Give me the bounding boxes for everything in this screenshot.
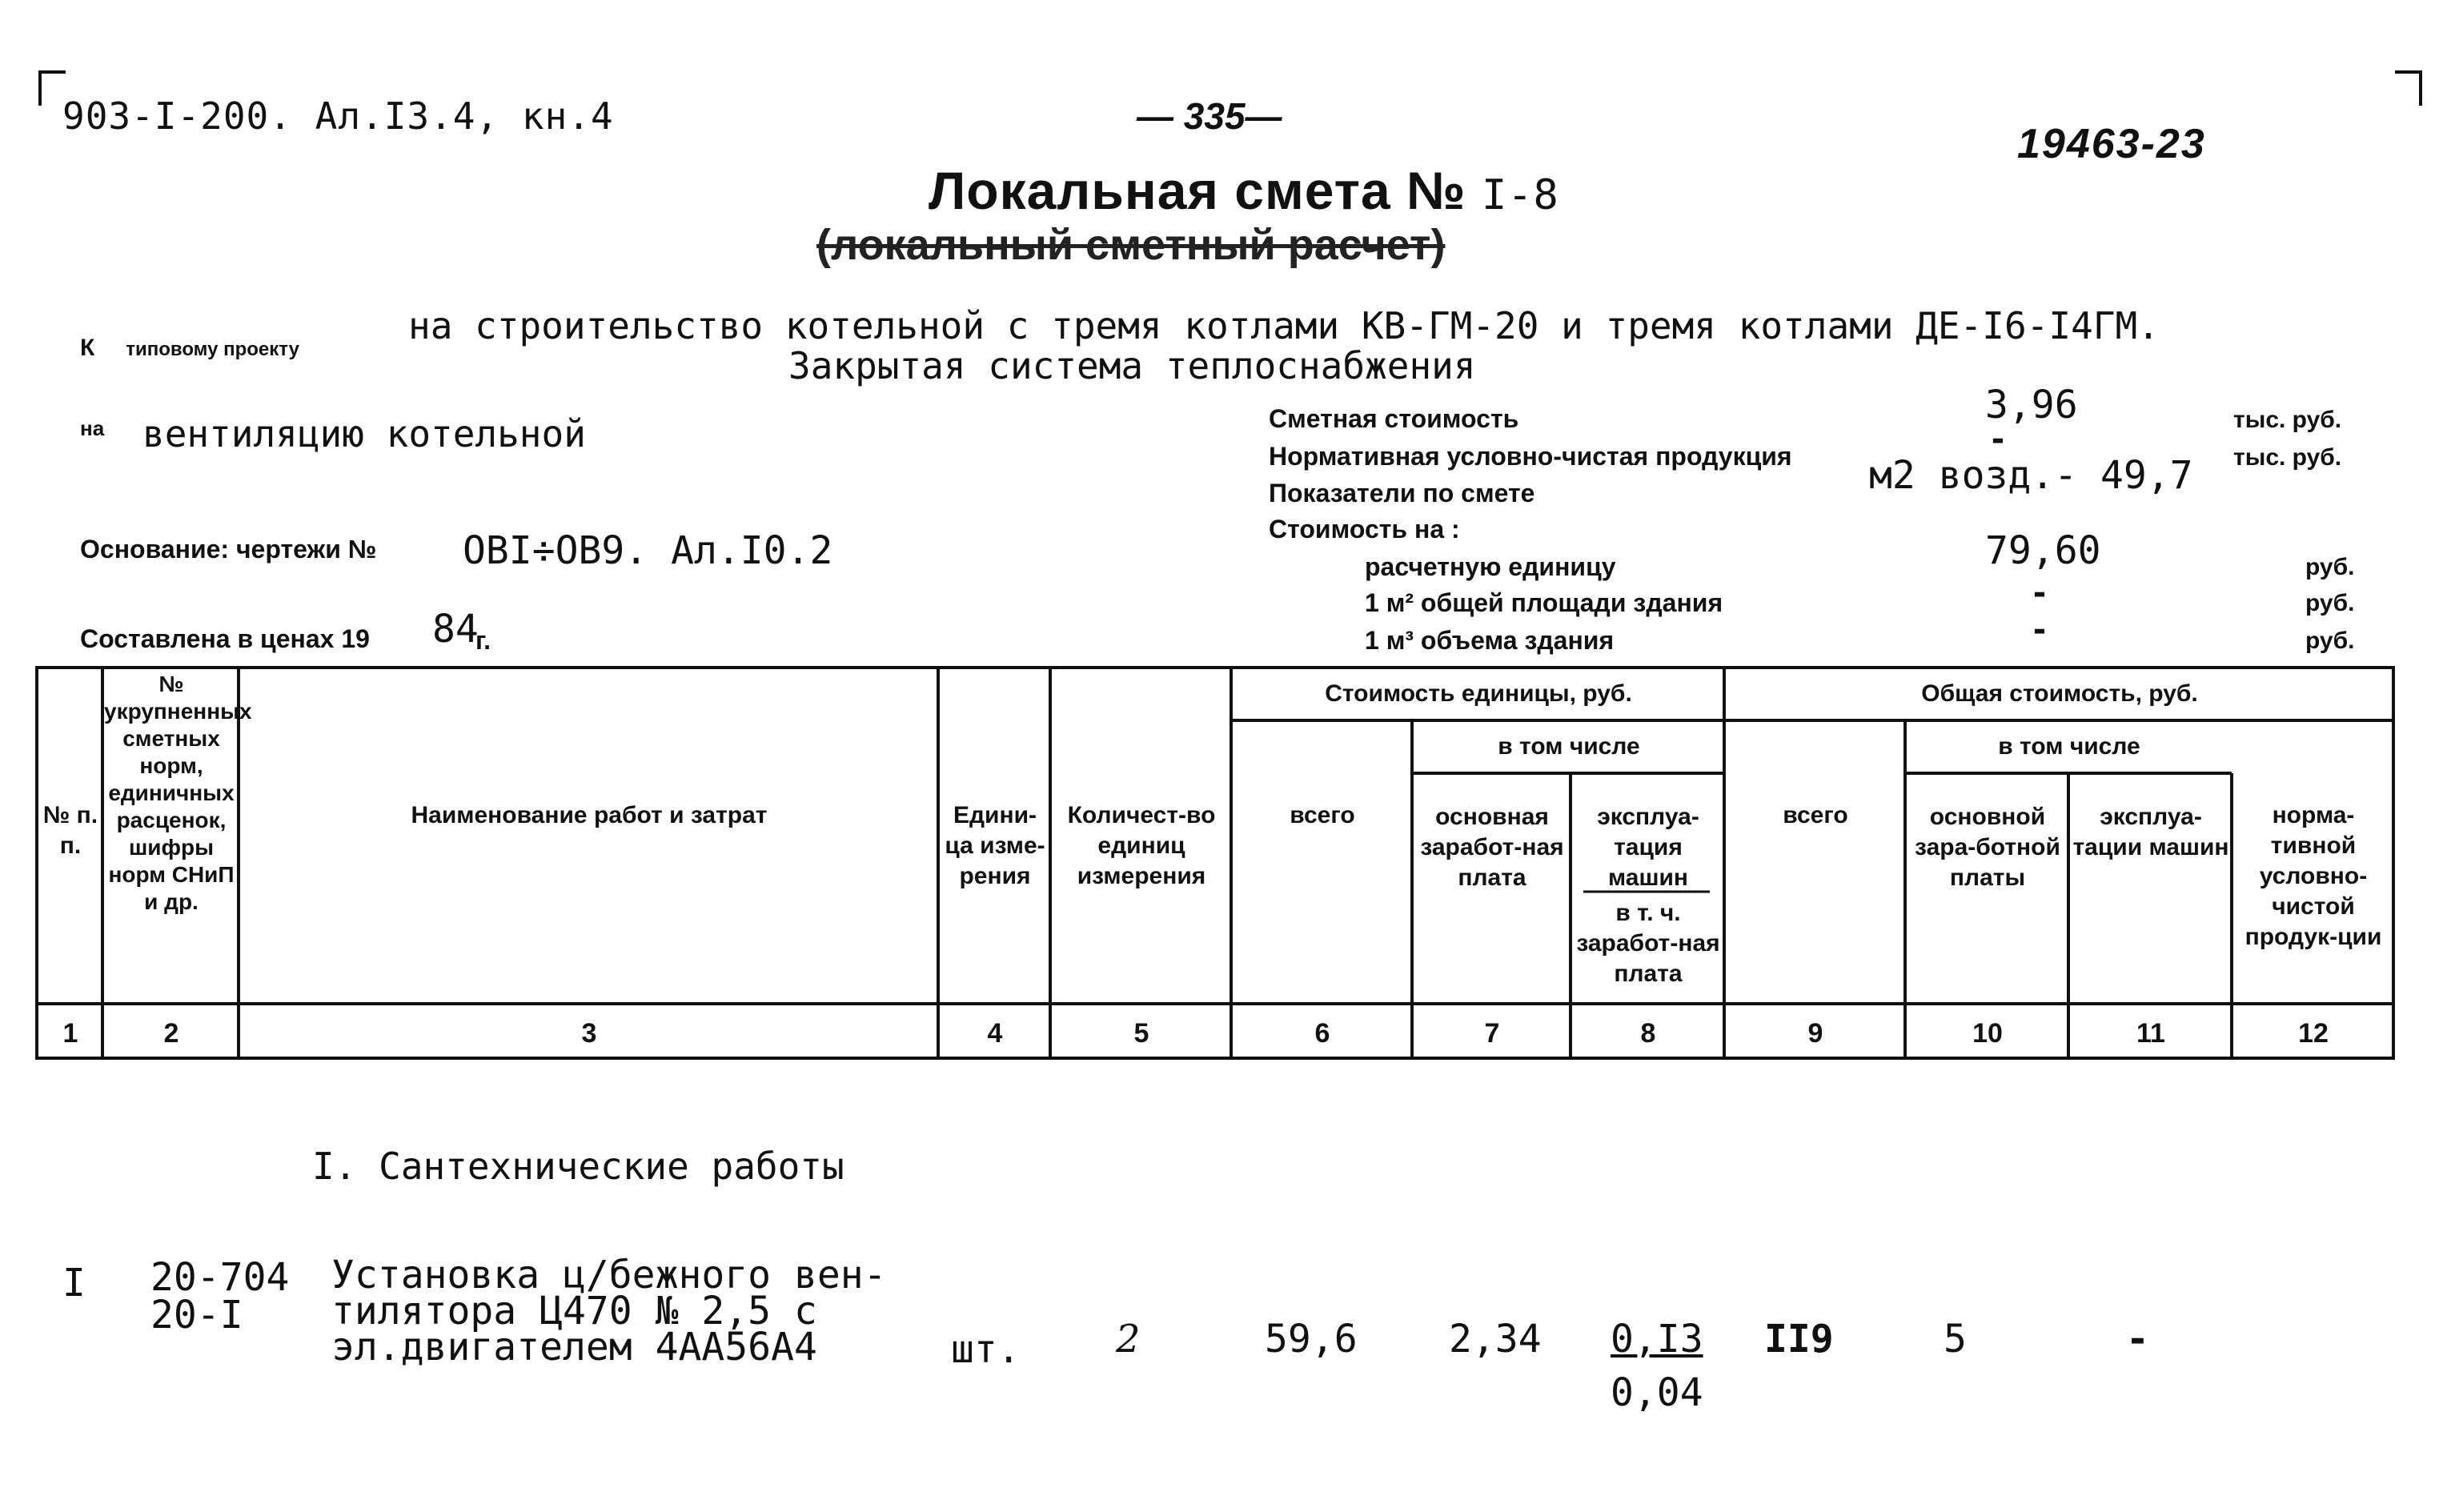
total-cost-group-header: Общая стоимость, руб. bbox=[1921, 680, 2198, 707]
doc-code: 903-I-200. Ал.I3.4, кн.4 bbox=[62, 94, 614, 138]
col-number-5: 5 bbox=[1133, 1018, 1149, 1049]
normative-unit: тыс. руб. bbox=[2233, 444, 2342, 471]
page-title bbox=[929, 160, 1559, 221]
col-number-8: 8 bbox=[1640, 1018, 1656, 1049]
basis-value: ОВI÷ОВ9. Ал.I0.2 bbox=[463, 528, 833, 573]
prefix-typ: типовому проекту bbox=[126, 339, 299, 360]
col-number-4: 4 bbox=[987, 1018, 1003, 1049]
col-12-header: норма-тивной условно-чистой продук-ции bbox=[2244, 802, 2382, 950]
row-code-1: 20-704 bbox=[150, 1255, 290, 1300]
unit-including-header: в том числе bbox=[1498, 733, 1640, 760]
struck-subtitle: (локальный сметный расчет) bbox=[816, 221, 1446, 269]
per-unit-label: расчетную единицу bbox=[1365, 552, 1616, 581]
row-code-2: 20-I bbox=[150, 1293, 243, 1338]
normative-label: Нормативная условно-чистая продукция bbox=[1269, 442, 1792, 471]
indicators-value: м2 возд.- 49,7 bbox=[1869, 453, 2193, 498]
col-4-header: Едини-ца изме-рения bbox=[945, 802, 1045, 889]
per-m2-label: 1 м² общей площади здания bbox=[1365, 588, 1723, 617]
corner-mark-right bbox=[2395, 70, 2422, 106]
basis-label: Основание: чертежи № bbox=[80, 535, 377, 563]
col-number-9: 9 bbox=[1807, 1018, 1823, 1049]
col-9-header: всего bbox=[1783, 802, 1848, 828]
col-number-6: 6 bbox=[1314, 1018, 1330, 1049]
col-8-bottom-header: в т. ч. заработ-ная плата bbox=[1576, 900, 1720, 987]
prefix-k: К bbox=[80, 335, 95, 361]
row-unit-total: 59,6 bbox=[1265, 1317, 1358, 1362]
project-line-2: Закрытая система теплоснабжения bbox=[788, 344, 1476, 387]
row-total: II9 bbox=[1764, 1317, 1834, 1362]
row-unit-wage: 2,34 bbox=[1449, 1317, 1542, 1362]
indicators-label: Показатели по смете bbox=[1269, 479, 1535, 507]
per-unit-unit: руб. bbox=[2305, 554, 2355, 580]
corner-mark-left bbox=[38, 70, 66, 106]
per-m3-label: 1 м³ объема здания bbox=[1365, 626, 1615, 655]
col-6-header: всего bbox=[1290, 802, 1355, 828]
row-quantity: 2 bbox=[1116, 1317, 1141, 1362]
row-total-wage: 5 bbox=[1944, 1317, 1967, 1362]
title-main: Локальная смета № bbox=[929, 161, 1466, 220]
subject-value: вентиляцию котельной bbox=[142, 412, 586, 455]
total-including-header: в том числе bbox=[1998, 733, 2140, 760]
section-title: I. Сантехнические работы bbox=[312, 1145, 844, 1188]
compiled-label: Составлена в ценах 19 bbox=[80, 624, 370, 653]
estimate-table-header bbox=[35, 666, 2395, 1060]
col-8-top-header: эксплуа-тация машин bbox=[1597, 804, 1699, 891]
col-number-3: 3 bbox=[581, 1018, 597, 1049]
per-unit-value: 79,60 bbox=[1985, 528, 2101, 573]
row-unit-machine-wage: 0,04 bbox=[1611, 1370, 1703, 1415]
subject-prefix: на bbox=[80, 416, 105, 440]
row-name-3: эл.двигателем 4АА56А4 bbox=[331, 1325, 817, 1370]
per-m3-unit: руб. bbox=[2305, 628, 2355, 654]
row-unit-machine: 0,I3 bbox=[1611, 1317, 1703, 1362]
doc-id: 19463-23 bbox=[2017, 121, 2206, 167]
estimated-cost-unit: тыс. руб. bbox=[2233, 407, 2342, 433]
unit-cost-group-header: Стоимость единицы, руб. bbox=[1325, 680, 1632, 707]
title-number: I-8 bbox=[1481, 171, 1559, 219]
col-number-2: 2 bbox=[163, 1018, 179, 1049]
page-number: — 335— bbox=[1137, 95, 1282, 137]
row-name-2: тилятора Ц470 № 2,5 с bbox=[331, 1289, 817, 1334]
col-number-10: 10 bbox=[1972, 1018, 2003, 1049]
normative-value: - bbox=[1992, 417, 2004, 459]
compiled-year: 84 bbox=[432, 607, 479, 652]
row-total-machine: - bbox=[2126, 1317, 2149, 1362]
col-number-11: 11 bbox=[2136, 1018, 2165, 1049]
estimated-cost-label: Сметная стоимость bbox=[1269, 404, 1519, 433]
project-prefix bbox=[80, 335, 299, 362]
col-5-header: Количест-во единиц измерения bbox=[1067, 802, 1216, 889]
per-m2-unit: руб. bbox=[2305, 590, 2355, 616]
row-name-1: Установка ц/бежного вен- bbox=[331, 1253, 887, 1297]
col-number-7: 7 bbox=[1484, 1018, 1500, 1049]
col-10-header: основной зара-ботной платы bbox=[1915, 804, 2060, 891]
col-1-header: № п. п. bbox=[42, 802, 98, 859]
col-2-header: № укрупненных сметных норм, единичных расценок, шифры норм СНиП и др. bbox=[104, 672, 252, 914]
cost-per-label: Стоимость на : bbox=[1269, 515, 1460, 543]
per-m3-value: - bbox=[2033, 608, 2046, 650]
col-number-12: 12 bbox=[2298, 1018, 2329, 1049]
per-m2-value: - bbox=[2033, 571, 2046, 613]
col-number-1: 1 bbox=[62, 1018, 78, 1049]
project-line-1: на строительство котельной с тремя котлами КВ-ГМ-20 и тремя котлами ДЕ-I6-I4ГМ. bbox=[408, 304, 2160, 347]
estimated-cost-value: 3,96 bbox=[1985, 383, 2078, 427]
col-7-header: основная заработ-ная плата bbox=[1420, 804, 1564, 891]
compiled-suffix: г. bbox=[475, 626, 491, 655]
col-3-header: Наименование работ и затрат bbox=[411, 802, 768, 828]
row-unit: шт. bbox=[951, 1327, 1021, 1372]
row-number: I bbox=[62, 1261, 86, 1305]
col-11-header: эксплуа-тации машин bbox=[2072, 804, 2229, 860]
